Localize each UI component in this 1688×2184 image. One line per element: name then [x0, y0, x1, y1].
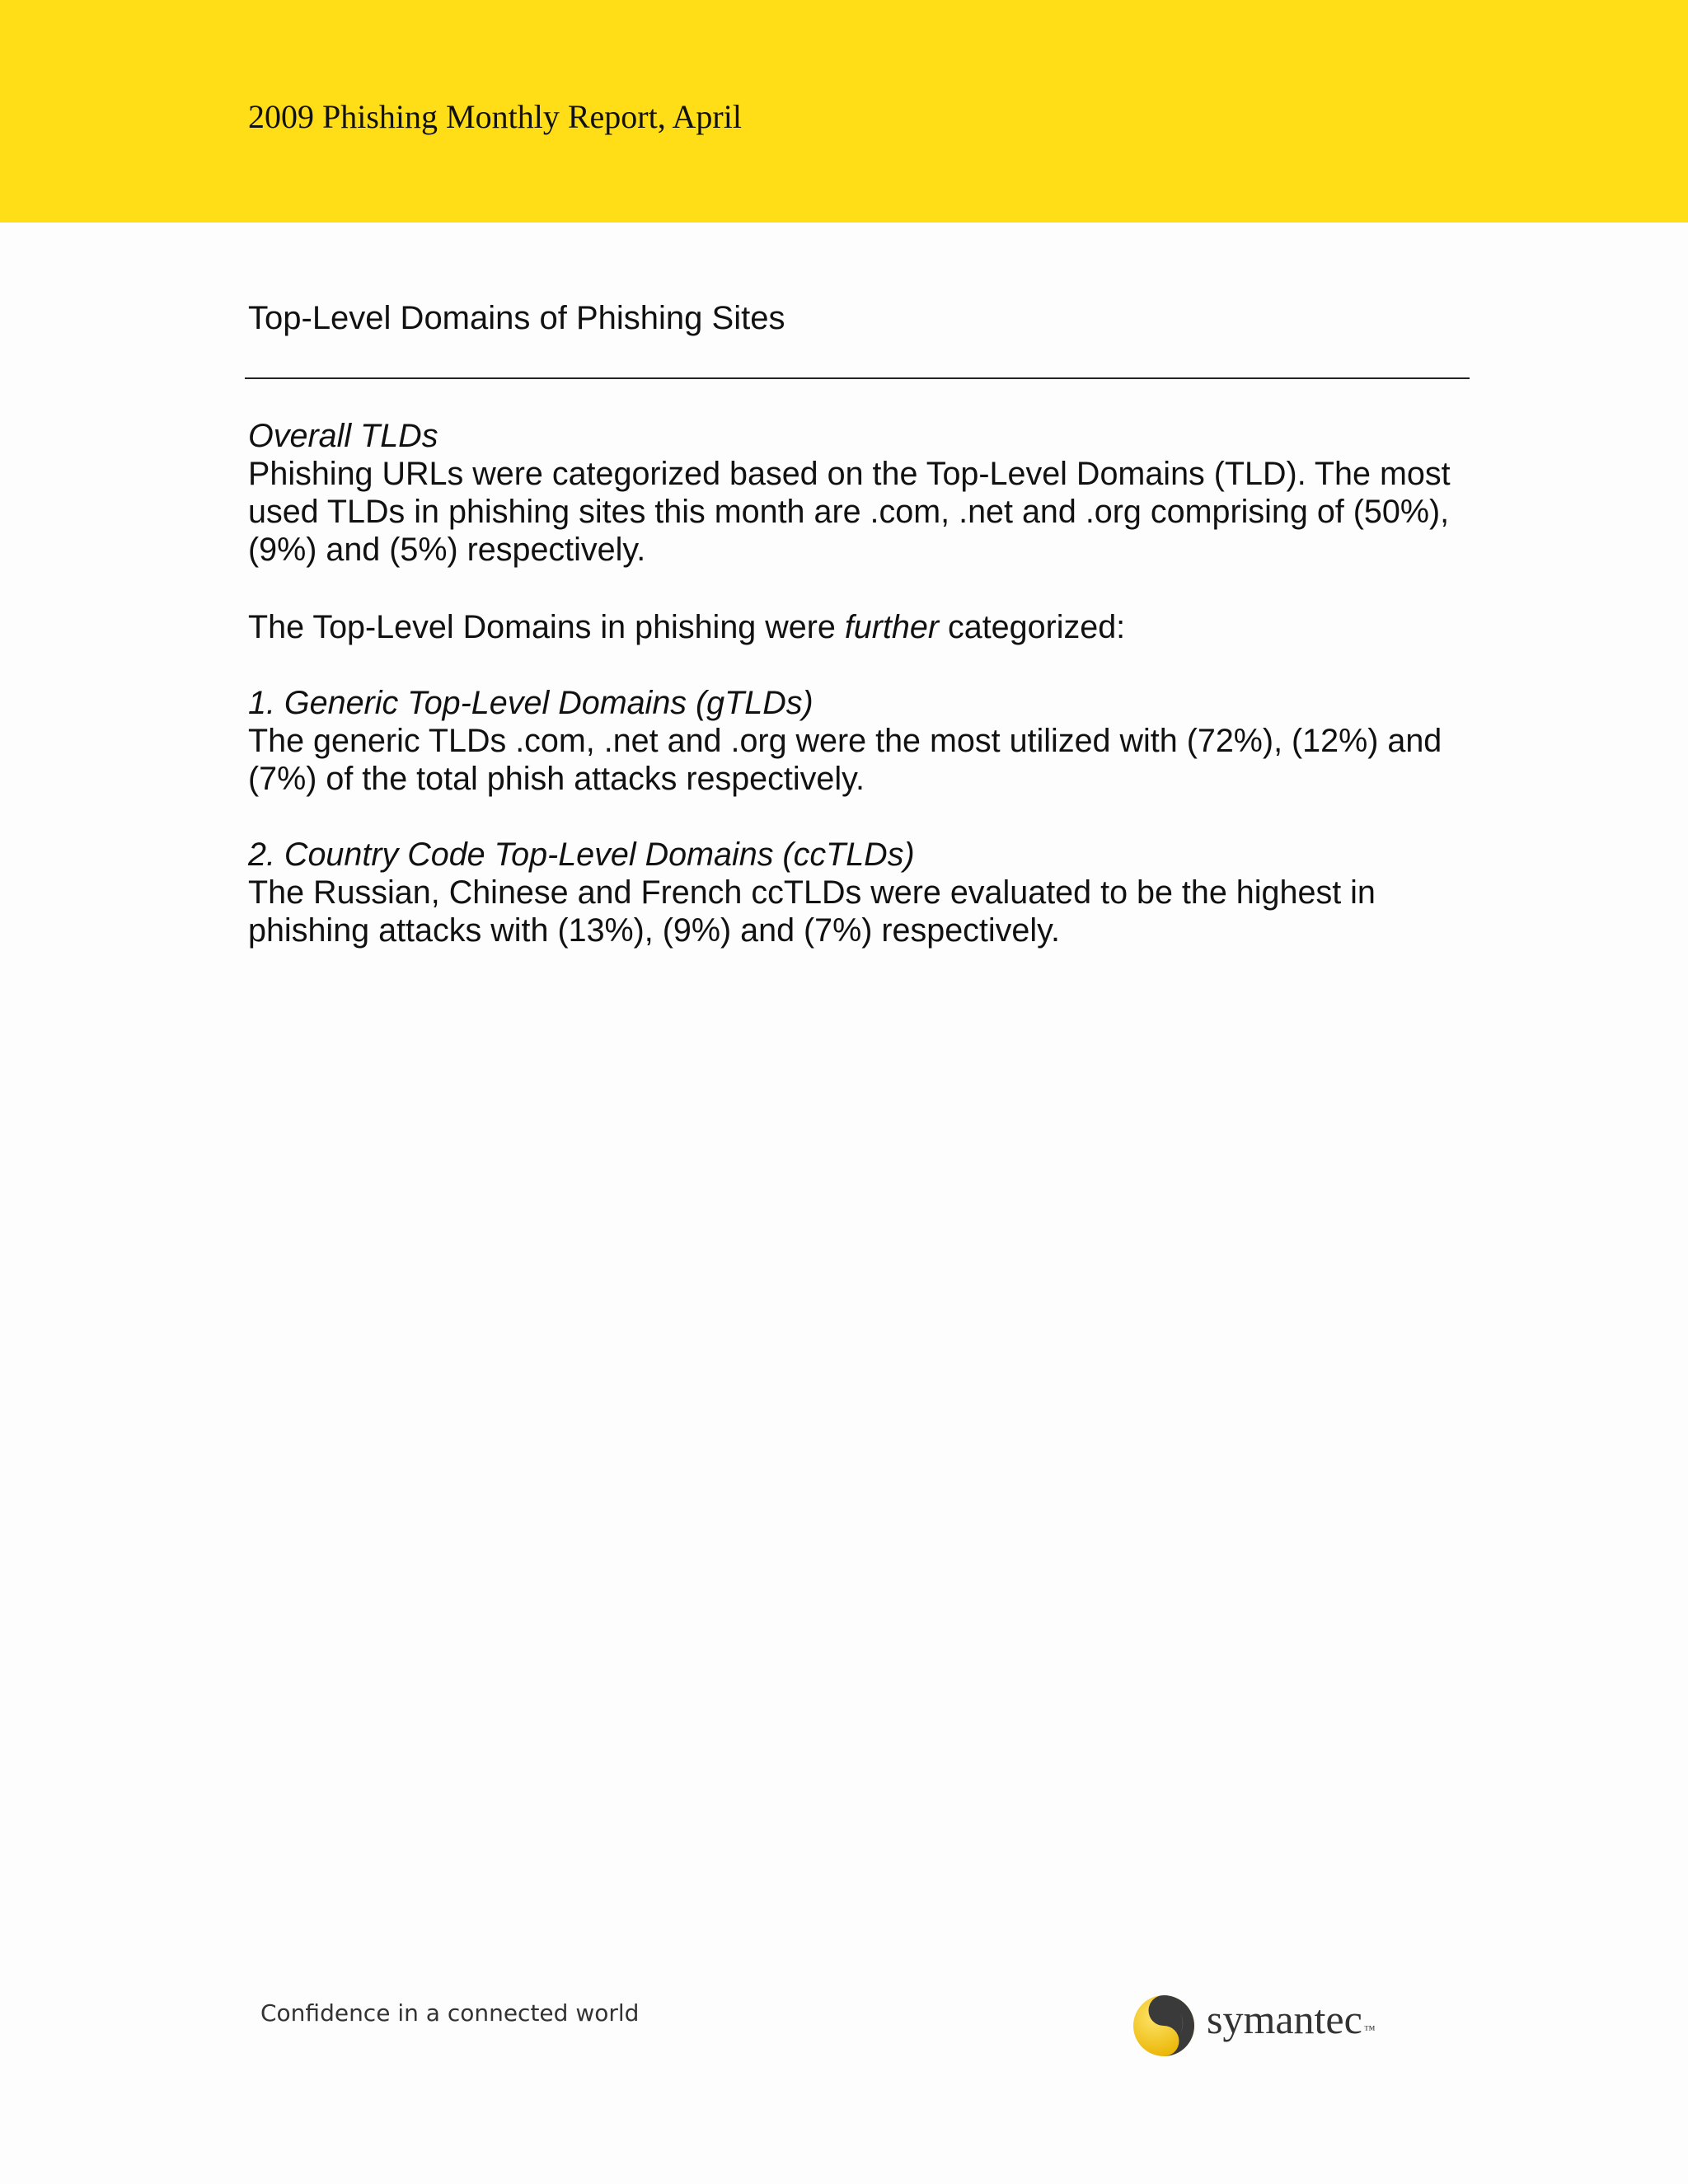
generic-tlds-block [248, 684, 1476, 798]
further-text-before: The Top-Level Domains in phishing were [248, 609, 845, 645]
overall-tlds-text: Phishing URLs were categorized based on the Top-Level Domains (TLD). The most used TLDs in phishing sites this month are .com, .net and .org comprising of (50%), (9%) and (5%) respectively. [248, 456, 1451, 568]
country-tlds-heading: 2. Country Code Top-Level Domains (ccTLDs) [248, 837, 915, 873]
section-title: Top-Level Domains of Phishing Sites [248, 300, 785, 336]
further-categorized-text [248, 608, 1476, 646]
further-text-after: categorized: [939, 609, 1126, 645]
overall-tlds-block [248, 417, 1476, 569]
generic-tlds-heading: 1. Generic Top-Level Domains (gTLDs) [248, 685, 814, 721]
overall-tlds-heading: Overall TLDs [248, 418, 438, 454]
symantec-logo [1131, 1988, 1378, 2062]
footer-tagline: Confidence in a connected world [260, 1999, 640, 2027]
report-title: 2009 Phishing Monthly Report, April [248, 98, 742, 135]
divider [245, 377, 1470, 379]
country-tlds-text: The Russian, Chinese and French ccTLDs were evaluated to be the highest in phishing attacks with (13%), (9%) and (7%) respectively. [248, 874, 1376, 949]
logo-wordmark [1207, 1994, 1376, 2055]
logo-trademark: ™ [1363, 2024, 1376, 2036]
generic-tlds-text: The generic TLDs .com, .net and .org were the most utilized with (72%), (12%) and (7%) of the total phish attacks respectively. [248, 723, 1442, 797]
logo-word-text: symantec [1207, 1996, 1362, 2042]
further-categorized-block [248, 608, 1476, 646]
symantec-logo-icon [1131, 1993, 1197, 2059]
country-tlds-block [248, 836, 1476, 949]
further-emphasis: further [844, 609, 939, 645]
